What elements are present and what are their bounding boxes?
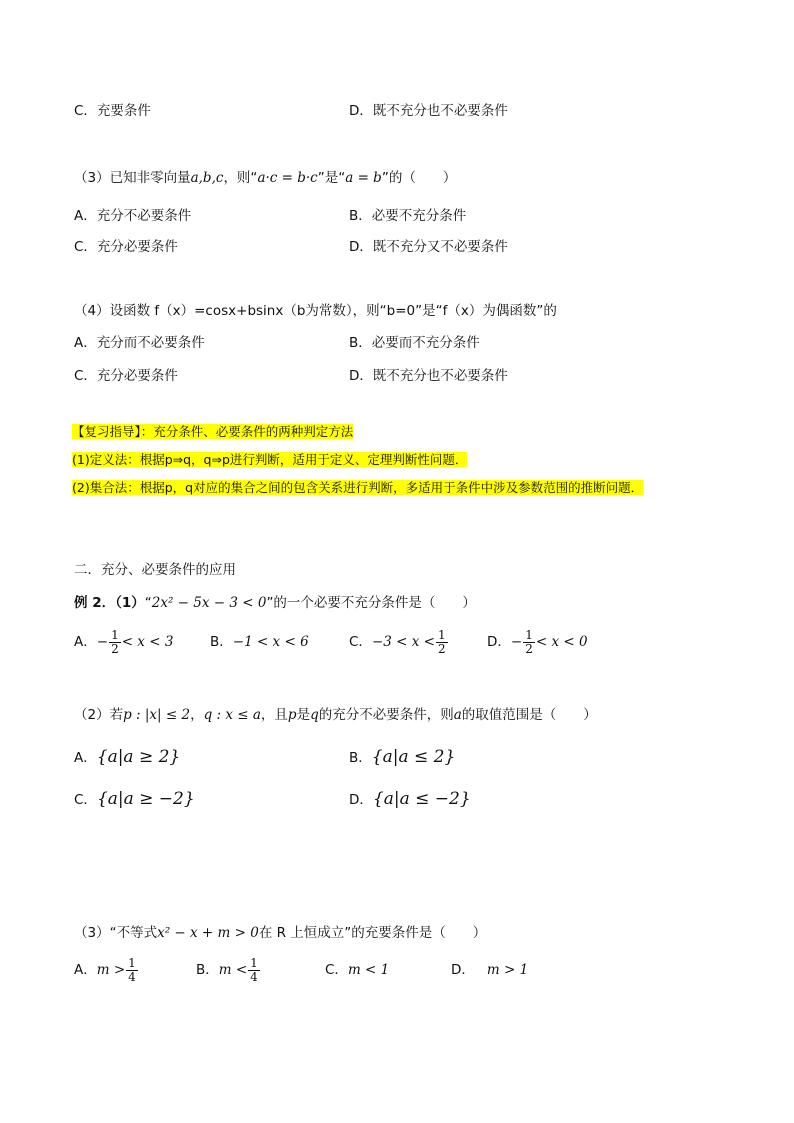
ex2-q1-a-rest: < x < 3 [121,634,174,650]
q4-option-d: D．既不充分也不必要条件 [349,368,508,384]
ex2-q3-stem [74,923,486,943]
ex2-q1-suffix: ”的一个必要不充分条件是（ ） [266,595,476,611]
ex2-q1-stem [74,593,476,613]
ex2-q1-a-sign: − [96,634,109,650]
ex2-q1-c-num: 1 [437,627,446,642]
ex2-q2-d-set: {a|a ≤ −2} [372,789,471,809]
q3-cond2: a = b [345,170,382,186]
ex2-q2-pvar: p [287,707,297,723]
ex2-q3-option-d [451,955,528,985]
q4-option-b: B．必要而不充分条件 [349,335,480,351]
ex2-label: 例 2．（1） [74,595,145,611]
ex2-q2-a-label: A． [74,750,97,766]
ex2-q3-c-math: m < 1 [347,962,390,978]
ex2-q1-c-frac [436,629,448,656]
ex2-q2-stem [74,705,597,725]
ex2-q1-a-num: 1 [111,627,119,642]
ex2-q1-d-den: 2 [525,641,533,656]
q3-mid2: ”是“ [317,170,346,186]
ex2-q3-a-frac [126,957,138,984]
ex2-q1-option-a [74,627,173,657]
ex2-q3-b-label: B． [196,962,219,978]
q3-option-c: C．充分必要条件 [74,239,178,255]
ex2-q3-ineq: x² − x + m > 0 [157,925,259,941]
ex2-q3-a-label: A． [74,962,97,978]
q3-option-b: B．必要不充分条件 [349,208,467,224]
ex2-q2-option-b [349,747,455,768]
guide-title-text: 【复习指导】：充分条件、必要条件的两种判定方法 [72,424,354,439]
ex2-q1-d-label: D． [487,634,511,650]
ex2-q2-q: q : x ≤ a [203,707,261,723]
q4-stem: （4）设函数 f（x）=cosx+bsinx（b为常数），则“b=0”是“f（x）为偶函数”的 [74,303,557,319]
ex2-q2-b-set: {a|a ≤ 2} [371,747,456,767]
ex2-q1-option-d [487,627,588,657]
ex2-q1-c-label: C． [349,634,372,650]
q3-option-d: D．既不充分又不必要条件 [349,239,508,255]
ex2-q1-d-rest: < x < 0 [535,634,588,650]
ex2-q2-suffix: 的取值范围是（ ） [461,707,597,723]
ex2-q2-c-set: {a|a ≥ −2} [96,789,195,809]
ex2-q1-a-frac [109,629,121,656]
ex2-q3-mid: 在 R 上恒成立”的充要条件是（ ） [258,925,487,941]
ex2-q1-a-den: 2 [111,641,119,656]
ex2-q3-pre: （3）“不等式 [74,925,158,941]
ex2-q2-avar: a [453,707,462,723]
q3-cond1: a·c = b·c [257,170,318,186]
ex2-q3-c-label: C． [325,962,348,978]
guide-item-2 [72,478,643,498]
ex2-q2-b-label: B． [349,750,372,766]
q4-option-c: C．充分必要条件 [74,368,178,384]
q3-vectors: a,b,c [190,170,224,186]
q3-prefix: （3）已知非零向量 [74,170,191,186]
ex2-q3-d-math: m > 1 [486,962,529,978]
ex2-q1-b-label: B． [210,634,233,650]
ex2-q3-a-num: 1 [128,955,136,970]
ex2-q2-p: p : |x| ≤ 2 [123,707,191,723]
guide-title [72,422,353,442]
q3-stem [74,168,456,188]
ex2-q3-a-pre: m > [96,962,126,978]
ex2-q3-d-label: D． [451,962,475,978]
ex2-q1-c-pre: −3 < x < [371,634,435,650]
ex2-q1-c-den: 2 [437,641,446,656]
q4-option-a: A．充分而不必要条件 [74,335,205,351]
ex2-q3-b-frac [248,957,260,984]
ex2-q3-option-c [325,955,389,985]
section-heading: 二．充分、必要条件的应用 [74,562,236,578]
ex2-q1-option-b [210,627,309,657]
ex2-q2-option-d [349,789,471,810]
ex2-q1-b-math: −1 < x < 6 [232,634,309,650]
ex2-q2-pre: （2）若 [74,707,124,723]
q3-suffix: ”的（ ） [381,170,457,186]
ex2-q2-c-label: C． [74,792,97,808]
ex2-q1-option-c [349,627,449,657]
ex2-q3-b-pre: m < [218,962,248,978]
ex2-q3-b-num: 1 [250,955,258,970]
ex2-q3-b-den: 4 [250,969,258,984]
ex2-q2-option-a [74,747,180,768]
ex2-q3-a-den: 4 [128,969,136,984]
ex2-q2-sep: ， [190,707,204,723]
ex2-q1-math: 2x² − 5x − 3 < 0 [151,595,267,611]
q3-mid1: ，则“ [223,170,258,186]
ex2-q2-mid3: 的充分不必要条件，则 [318,707,454,723]
ex2-q2-a-set: {a|a ≥ 2} [96,747,181,767]
guide-item-1-text: (1)定义法：根据p⇒q，q⇒p进行判断，适用于定义、定理判断性问题． [72,452,468,467]
q3-option-a: A．充分不必要条件 [74,208,192,224]
ex2-q2-mid2: 是 [296,707,311,723]
ex2-q1-d-sign: − [510,634,523,650]
q2-option-c: C．充要条件 [74,103,151,119]
ex2-q2-d-label: D． [349,792,373,808]
ex2-q1-pre: “ [144,595,152,611]
ex2-q1-d-frac [523,629,535,656]
ex2-q1-a-label: A． [74,634,97,650]
ex2-q2-mid: ，且 [260,707,288,723]
ex2-q2-qvar: q [310,707,319,723]
ex2-q2-option-c [74,789,195,810]
guide-item-1 [72,450,467,470]
ex2-q3-option-b [196,955,261,985]
ex2-q3-option-a [74,955,139,985]
q2-option-d: D．既不充分也不必要条件 [349,103,508,119]
ex2-q1-d-num: 1 [525,627,533,642]
guide-item-2-text: (2)集合法：根据p，q对应的集合之间的包含关系进行判断，多适用于条件中涉及参数范围的推断问题． [72,480,644,495]
